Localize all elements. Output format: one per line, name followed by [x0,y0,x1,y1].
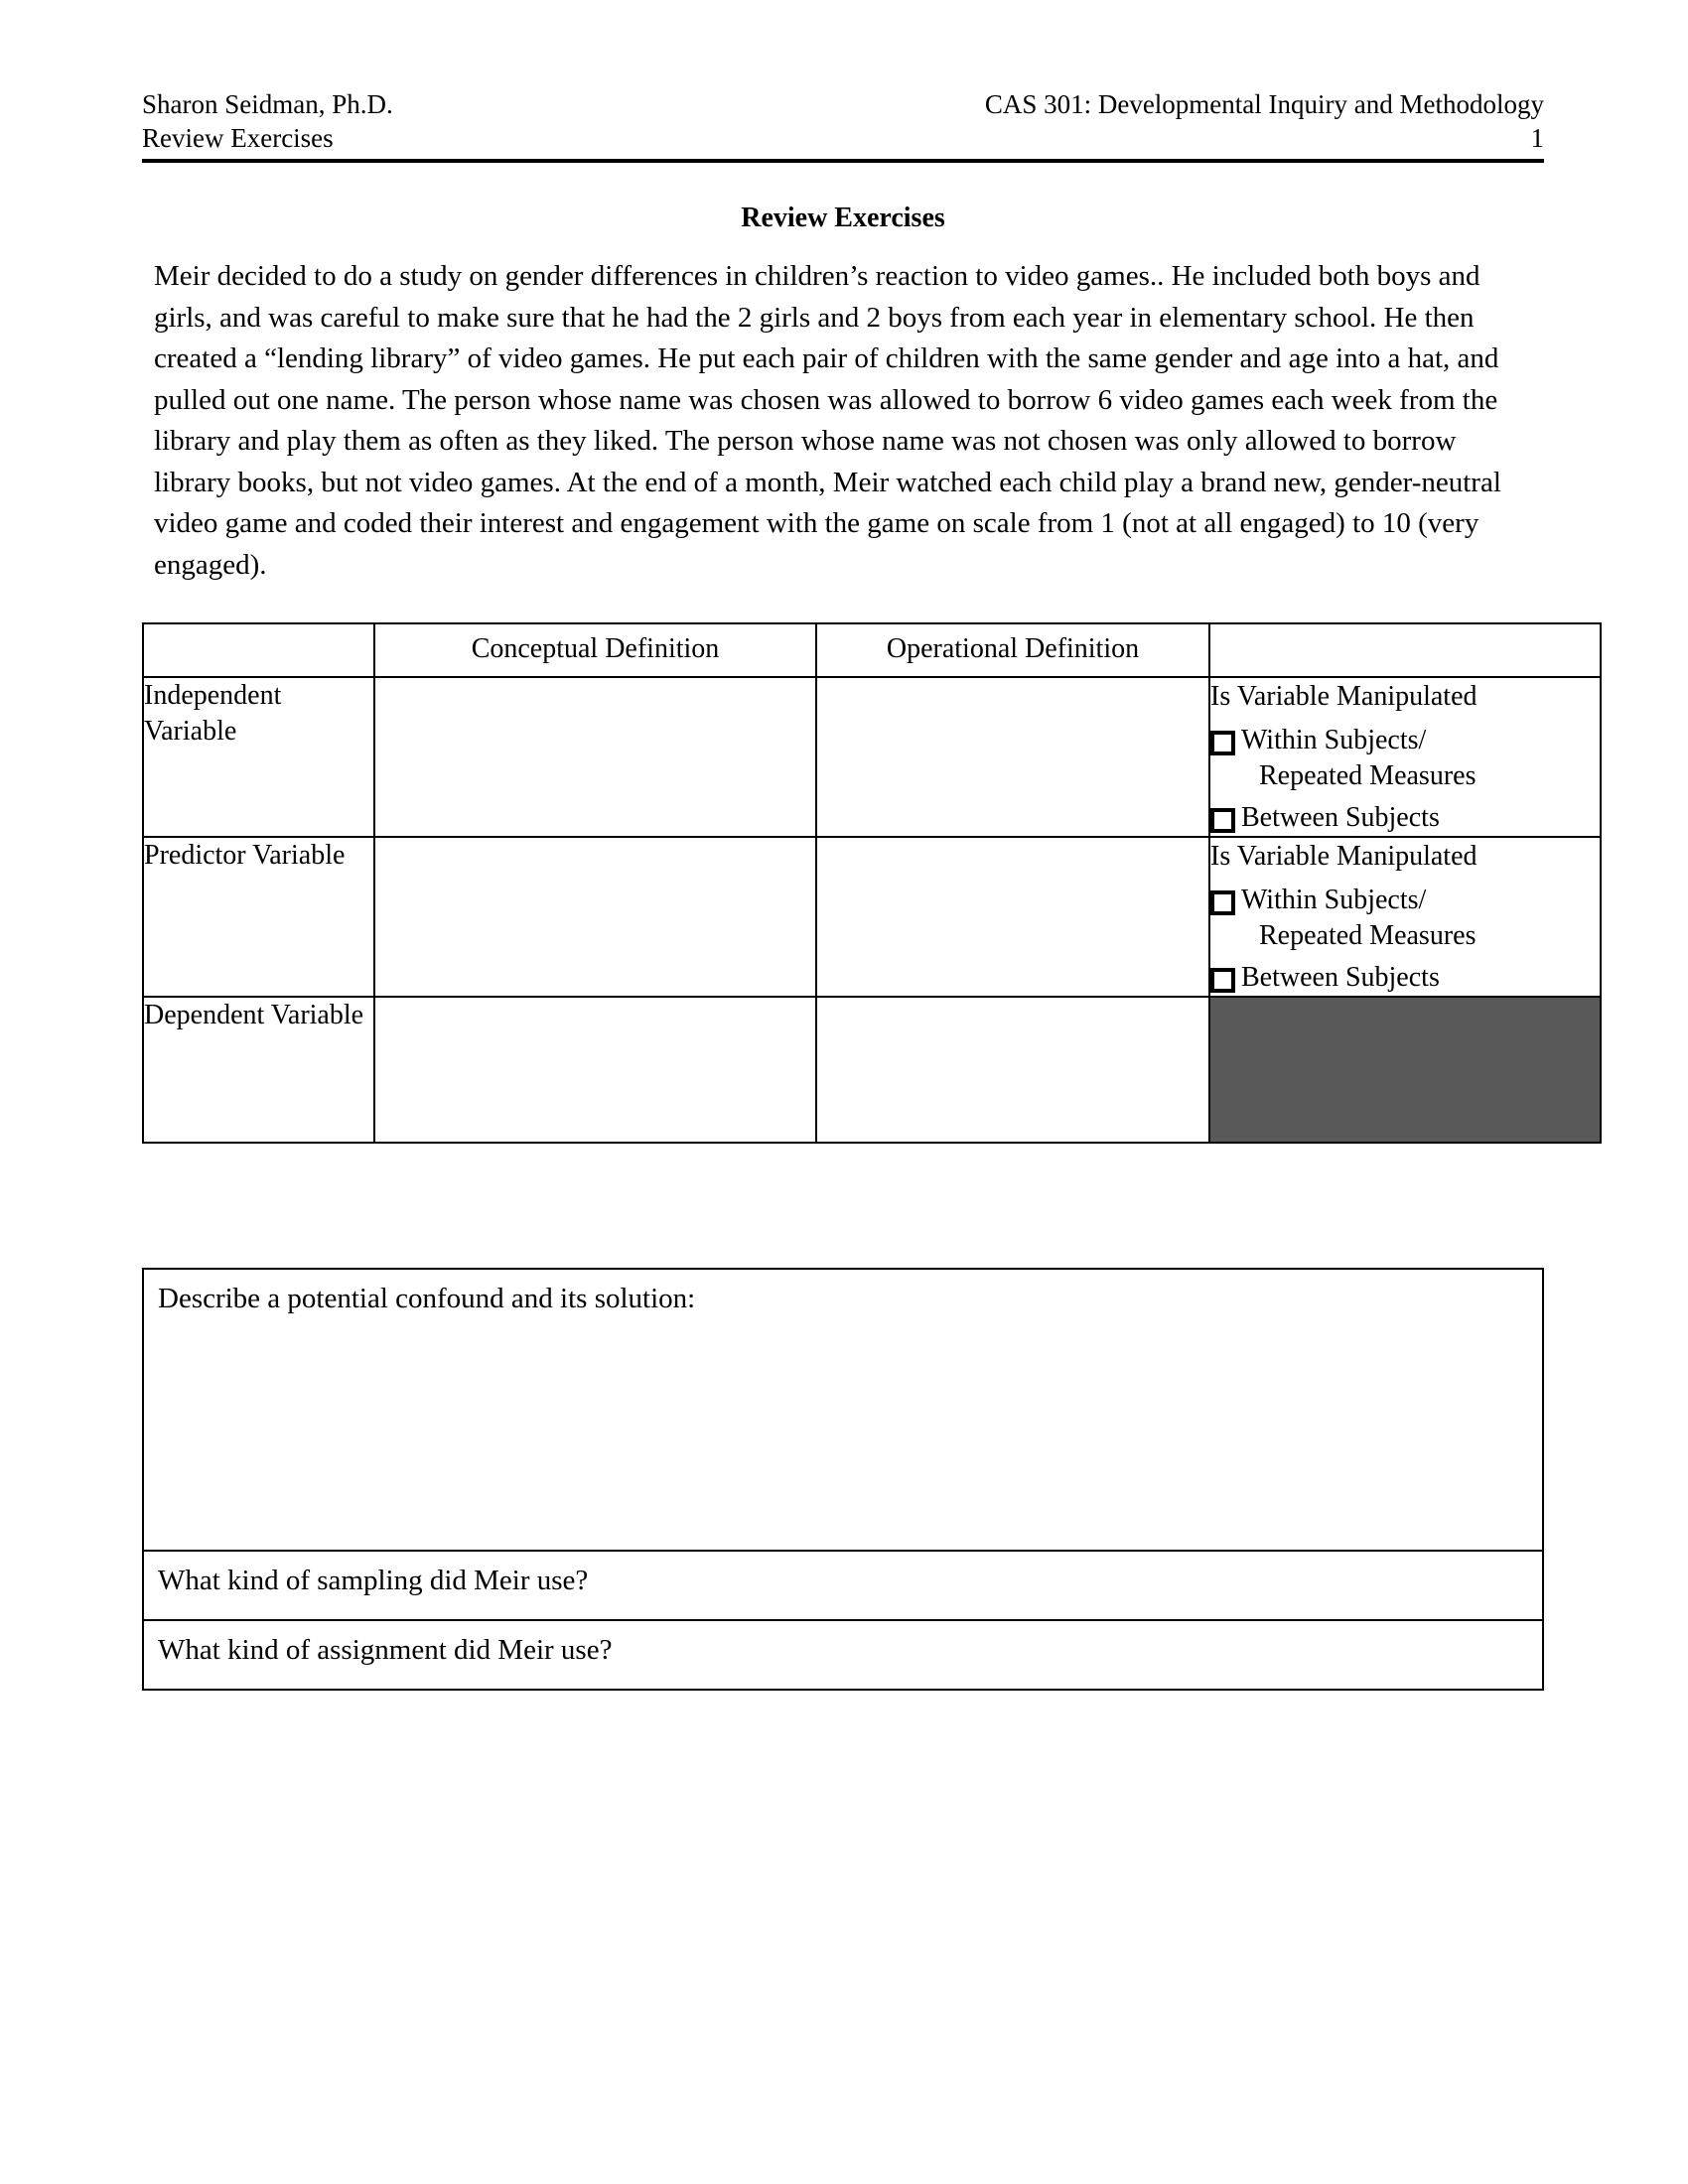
checkbox-icon[interactable] [1210,890,1235,915]
header-cell-row-label [143,623,374,677]
conceptual-definition-dependent-variable[interactable] [374,997,816,1143]
checkbox-icon[interactable] [1210,808,1235,833]
checkbox-label-between-subjects-predictor: Between Subjects [1241,962,1440,993]
header-cell-operational-definition: Operational Definition [816,623,1209,677]
manipulation-question-predictor-variable: Is Variable Manipulated [1210,841,1477,872]
checkbox-icon[interactable] [1210,731,1235,755]
manipulation-question-independent-variable: Is Variable Manipulated [1210,681,1477,712]
header-page-number: 1 [1530,123,1544,153]
table-row-independent-variable [143,677,1601,837]
operational-definition-dependent-variable[interactable] [816,997,1209,1143]
question-prompt-assignment[interactable]: What kind of assignment did Meir use? [143,1620,1543,1690]
manipulation-cell-independent-variable [1209,677,1601,837]
checkbox-icon[interactable] [1210,968,1235,993]
operational-definition-independent-variable[interactable] [816,677,1209,837]
checkbox-label-repeated-measures-independent: Repeated Measures [1259,760,1477,791]
running-header [142,87,1544,163]
checkbox-option-between-subjects-independent[interactable] [1210,800,1600,836]
checkbox-label-repeated-measures-predictor: Repeated Measures [1259,920,1477,951]
header-cell-conceptual-definition: Conceptual Definition [374,623,816,677]
row-label-independent-variable: Independent Variable [143,677,374,837]
header-line-1 [142,87,1544,121]
table-header-row [143,623,1601,677]
scenario-paragraph: Meir decided to do a study on gender differences in children’s reaction to video games.. He included both boys and girls, and was careful to make sure that he had the 2 girls and 2 boys from each year in elementary school. He then created a “lending library” of video games. He put each pair of children with the same gender and age into a hat, and pulled out one name. The person whose name was chosen was allowed to borrow 6 video games each week from the library and play them as often as they liked. The person whose name was not chosen was only allowed to borrow library books, but not video games. At the end of a month, Meir watched each child play a brand new, gender-neutral video game and coded their interest and engagement with the game on scale from 1 (not at all engaged) to 10 (very engaged). [154,260,1501,581]
questions-table [142,1268,1544,1691]
header-author: Sharon Seidman, Ph.D. [142,89,393,119]
row-label-predictor-variable: Predictor Variable [143,837,374,997]
question-prompt-confound[interactable]: Describe a potential confound and its solution: [143,1269,1543,1551]
header-rule [142,159,1544,163]
question-prompt-sampling[interactable]: What kind of sampling did Meir use? [143,1551,1543,1620]
header-cell-manipulation [1209,623,1601,677]
question-row-assignment [143,1620,1543,1690]
manipulation-cell-predictor-variable [1209,837,1601,997]
checkbox-label-between-subjects-independent: Between Subjects [1241,802,1440,833]
checkbox-option-within-subjects-predictor[interactable] [1210,883,1600,954]
conceptual-definition-independent-variable[interactable] [374,677,816,837]
page-title: Review Exercises [741,203,945,233]
header-course: CAS 301: Developmental Inquiry and Methodology [984,89,1544,119]
header-line-2 [142,121,1544,155]
variables-table [142,622,1602,1144]
checkbox-option-between-subjects-predictor[interactable] [1210,960,1600,996]
row-label-dependent-variable: Dependent Variable [143,997,374,1143]
checkbox-label-within-subjects-independent: Within Subjects/ [1241,725,1427,755]
checkbox-option-within-subjects-independent[interactable] [1210,723,1600,794]
conceptual-definition-predictor-variable[interactable] [374,837,816,997]
question-row-sampling [143,1551,1543,1620]
table-row-predictor-variable [143,837,1601,997]
question-row-confound [143,1269,1543,1551]
checkbox-label-within-subjects-predictor: Within Subjects/ [1241,885,1427,915]
operational-definition-predictor-variable[interactable] [816,837,1209,997]
shaded-cell-dependent-variable [1209,997,1601,1143]
header-document-label: Review Exercises [142,123,334,153]
table-row-dependent-variable [143,997,1601,1143]
